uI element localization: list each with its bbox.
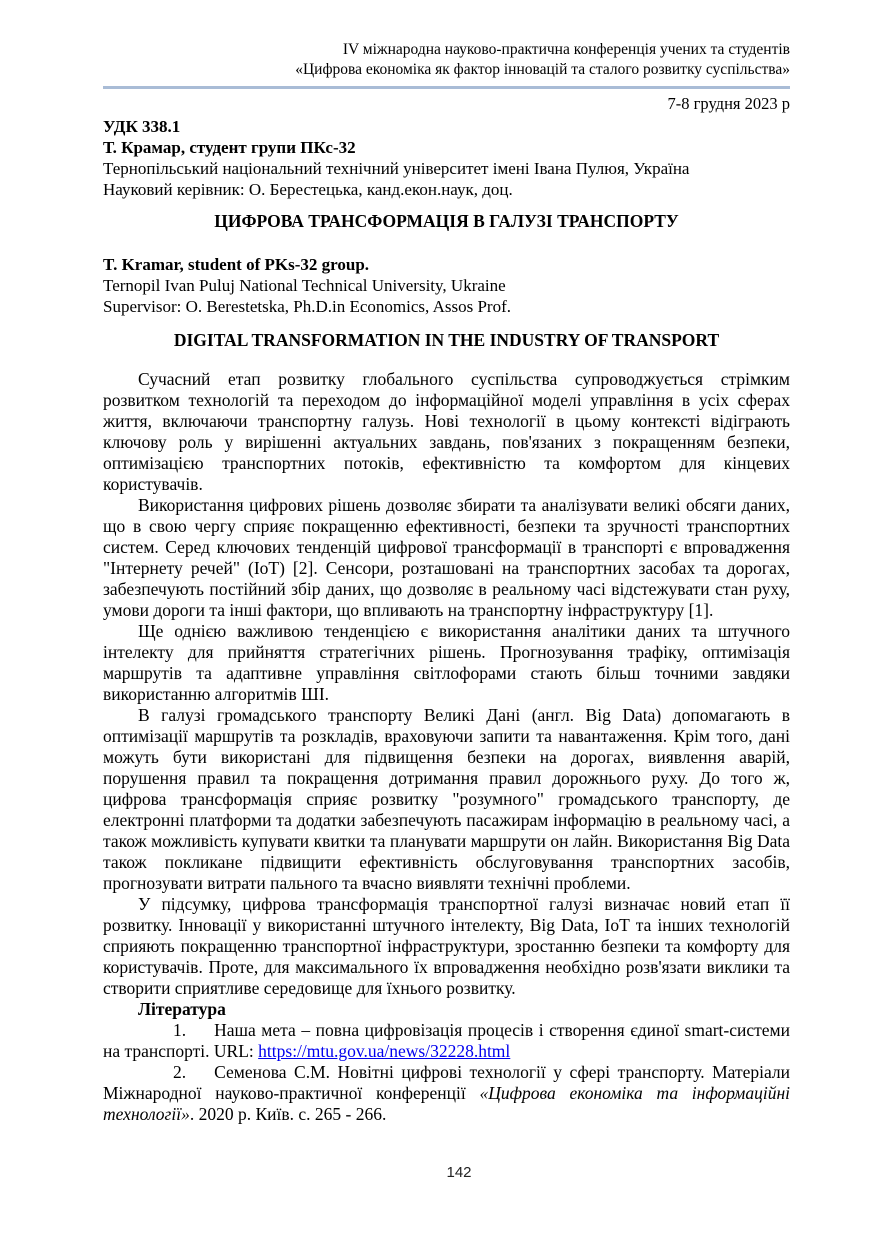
reference-link[interactable]: https://mtu.gov.ua/news/32228.html xyxy=(258,1041,511,1061)
article-title-ua: ЦИФРОВА ТРАНСФОРМАЦІЯ В ГАЛУЗІ ТРАНСПОРТУ xyxy=(214,211,679,231)
university-ua: Тернопільський національний технічний університет імені Івана Пулюя, Україна xyxy=(103,159,690,178)
university-en: Ternopil Ivan Puluj National Technical University, Ukraine xyxy=(103,276,506,295)
paragraph-5: У підсумку, цифрова трансформація транспортної галузі визначає новий етап її розвитку. Інновації у використанні штучного інтелекту, Big Data, ІоТ та інших технологій сприяють покращенню транспортної інфраструктури, зростанню безпеки та комфорту для користувачів. Проте, для максимального їх впровадження необхідно розв'язати виклики та створити сприятливе середовище для їхнього розвитку. xyxy=(103,894,790,998)
paragraph-1: Сучасний етап розвитку глобального суспільства супроводжується стрімким розвитком технологій та переходом до інформаційної моделі управління в усіх сферах життя, включаючи транспортну галузь. Нові технології в цьому контексті відіграють ключову роль у вирішенні актуальних завдань, пов'язаних з покращенням безпеки, оптимізацією транспортних потоків, ефективністю та комфортом для кінцевих користувачів. xyxy=(103,369,790,494)
reference-text: Наша мета – повна цифровізація процесів і створення єдиної smart-системи на транспорті. URL: xyxy=(103,1020,790,1061)
reference-number: 1. xyxy=(173,1020,187,1040)
reference-number: 2. xyxy=(173,1062,187,1082)
reference-item-1 xyxy=(103,1020,790,1062)
conference-title-line2: «Цифрова економіка як фактор інновацій та сталого розвитку суспільства» xyxy=(295,61,790,78)
front-matter-en xyxy=(103,254,790,317)
author-en: T. Kramar, student of PKs-32 group. xyxy=(103,255,370,274)
supervisor-en: Supervisor: O. Berestetska, Ph.D.in Economics, Assos Prof. xyxy=(103,297,511,316)
reference-item-2 xyxy=(103,1062,790,1125)
supervisor-ua: Науковий керівник: О. Берестецька, канд.екон.наук, доц. xyxy=(103,180,513,199)
udc-code: УДК 338.1 xyxy=(103,117,181,136)
header-divider xyxy=(103,86,790,89)
conference-date: 7-8 грудня 2023 р xyxy=(667,94,790,113)
article-body xyxy=(103,369,790,1125)
reference-source-italic: «Цифрова економіка та інформаційні технології» xyxy=(103,1083,790,1124)
author-ua: Т. Крамар, студент групи ПКс-32 xyxy=(103,138,356,157)
reference-text-tail: . 2020 р. Київ. с. 265 - 266. xyxy=(189,1104,387,1124)
page-header xyxy=(103,0,790,80)
paragraph-3: Ще однією важливою тенденцією є використання аналітики даних та штучного інтелекту для прийняття стратегічних рішень. Прогнозування трафіку, оптимізація маршрутів та адаптивне управління світлофорами стають більш точними завдяки використанню алгоритмів ШІ. xyxy=(103,621,790,704)
conference-title-line1: ІV міжнародна науково-практична конференція учених та студентів xyxy=(342,41,790,58)
paragraph-4: В галузі громадського транспорту Великі Дані (англ. Big Data) допомагають в оптимізації маршрутів та розкладів, враховуючи запити та навантаження. Крім того, дані можуть бути використані для підвищення безпеки на дорогах, виявлення аварій, порушення правил та покращення дотримання правил дорожнього руху. До того ж, цифрова трансформація сприяє розвитку "розумного" громадського транспорту, де електронні платформи та додатки забезпечують пасажирам інформацію в реальному часі, а також можливість купувати квитки та планувати маршрути он лайн. Використання Big Data також покликане підвищити ефективність обслуговування транспортних засобів, прогнозувати витрати пального та вчасно виявляти технічні проблеми. xyxy=(103,705,790,893)
literature-heading: Література xyxy=(138,999,226,1019)
paragraph-2: Використання цифрових рішень дозволяє збирати та аналізувати великі обсяги даних, що в свою чергу сприяє покращенню ефективності, безпеки та зручності транспортних систем. Серед ключових тенденцій цифрової трансформації в транспорті є впровадження "Інтернету речей" (ІоТ) [2]. Сенсори, розташовані на транспортних засобах та дорогах, забезпечують постійний збір даних, що дозволяє в реальному часі відстежувати стан руху, умови дороги та інші фактори, що впливають на транспортну інфраструктуру [1]. xyxy=(103,495,790,620)
front-matter-ua xyxy=(103,116,790,200)
article-title-en: DIGITAL TRANSFORMATION IN THE INDUSTRY OF TRANSPORT xyxy=(173,330,720,350)
reference-text: Семенова С.М. Новітні цифрові технології у сфері транспорту. Матеріали Міжнародної науково-практичної конференції xyxy=(103,1062,790,1103)
page-number: 142 xyxy=(446,1164,472,1181)
